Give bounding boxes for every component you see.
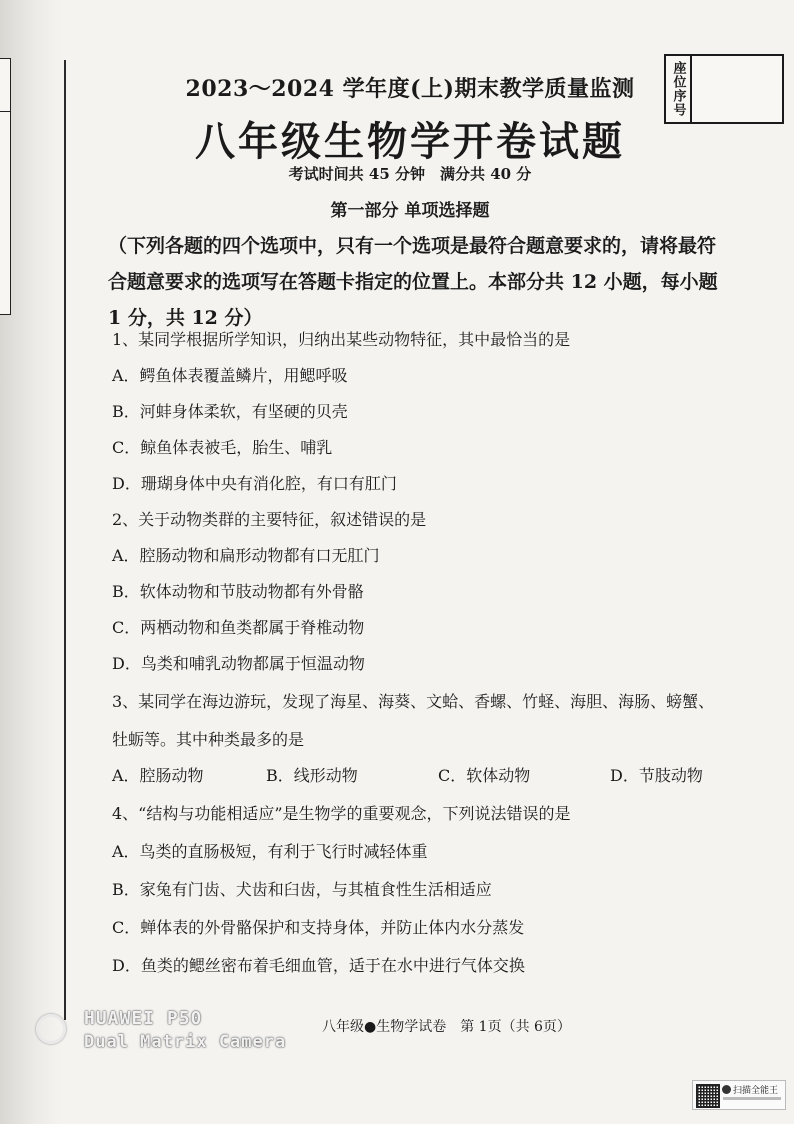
camera-watermark: [36, 1008, 326, 1056]
exam-title-line1: 2023～2024 学年度(上)期末教学质量监测: [185, 76, 635, 102]
section-title: 第一部分 单项选择题: [330, 201, 490, 221]
question-4-option-c: C．蝉体表的外骨骼保护和支持身体，并防止体内水分蒸发: [112, 918, 525, 937]
exam-info: 考试时间共 45 分钟 满分共 40 分: [288, 165, 532, 183]
question-2-option-d: D．鸟类和哺乳动物都属于恒温动物: [112, 654, 365, 673]
scanner-name: 扫描全能王: [733, 1086, 779, 1096]
question-1-option-d: D．珊瑚身体中央有消化腔，有口有肛门: [112, 474, 397, 493]
section-instructions: （下列各题的四个选项中，只有一个选项是最符合题意要求的，请将最符合题意要求的选项写在答题卡指定的位置上。本部分共 12 小题，每小题 1 分，共 12 分）: [108, 235, 718, 329]
seat-number-label: 座位序号: [666, 56, 692, 122]
scanner-badge: [692, 1080, 786, 1110]
question-1-stem: 1、某同学根据所学知识，归纳出某些动物特征，其中最恰当的是: [112, 330, 571, 349]
question-4-option-b: B．家兔有门齿、犬齿和臼齿，与其植食性生活相适应: [112, 880, 492, 899]
question-1-option-c: C．鲸鱼体表被毛，胎生、哺乳: [112, 438, 333, 457]
binding-line: [64, 60, 66, 1020]
page-footer: 八年级●生物学试卷 第 1页（共 6页）: [322, 1019, 571, 1035]
question-3-option-a: A．腔肠动物: [112, 766, 204, 785]
camera-lens-icon: [36, 1014, 70, 1048]
question-4-stem: 4、“结构与功能相适应”是生物学的重要观念，下列说法错误的是: [112, 804, 571, 823]
question-4-option-d: D．鱼类的鳃丝密布着毛细血管，适于在水中进行气体交换: [112, 956, 525, 975]
question-3-option-d: D．节肢动物: [610, 766, 703, 785]
watermark-line2: Dual Matrix Camera: [84, 1032, 287, 1052]
question-3-option-c: C．软体动物: [438, 766, 531, 785]
qr-code-icon: [696, 1084, 720, 1108]
question-2-option-b: B．软体动物和节肢动物都有外骨骼: [112, 582, 364, 601]
seat-number-box: [664, 54, 784, 124]
question-3-option-b: B．线形动物: [266, 766, 358, 785]
watermark-line1: HUAWEI P50: [84, 1008, 203, 1029]
question-2-option-c: C．两栖动物和鱼类都属于脊椎动物: [112, 618, 365, 637]
question-4-option-a: A．鸟类的直肠极短，有利于飞行时减轻体重: [112, 842, 428, 861]
question-1-option-b: B．河蚌身体柔软，有坚硬的贝壳: [112, 402, 348, 421]
exam-title-line2: 八年级生物学开卷试题: [195, 118, 625, 165]
scanner-logo-icon: [722, 1085, 731, 1094]
left-margin-box: [0, 58, 11, 315]
question-3-stem: 3、某同学在海边游玩，发现了海星、海葵、文蛤、香螺、竹蛏、海胆、海肠、螃蟹、: [112, 692, 715, 711]
question-3-stem-continued: 牡蛎等。其中种类最多的是: [112, 730, 305, 749]
question-1-option-a: A．鳄鱼体表覆盖鳞片，用鳃呼吸: [112, 366, 348, 385]
question-2-option-a: A．腔肠动物和扁形动物都有口无肛门: [112, 546, 380, 565]
question-2-stem: 2、关于动物类群的主要特征，叙述错误的是: [112, 510, 427, 529]
scanner-subtitle-bar: [723, 1097, 781, 1100]
